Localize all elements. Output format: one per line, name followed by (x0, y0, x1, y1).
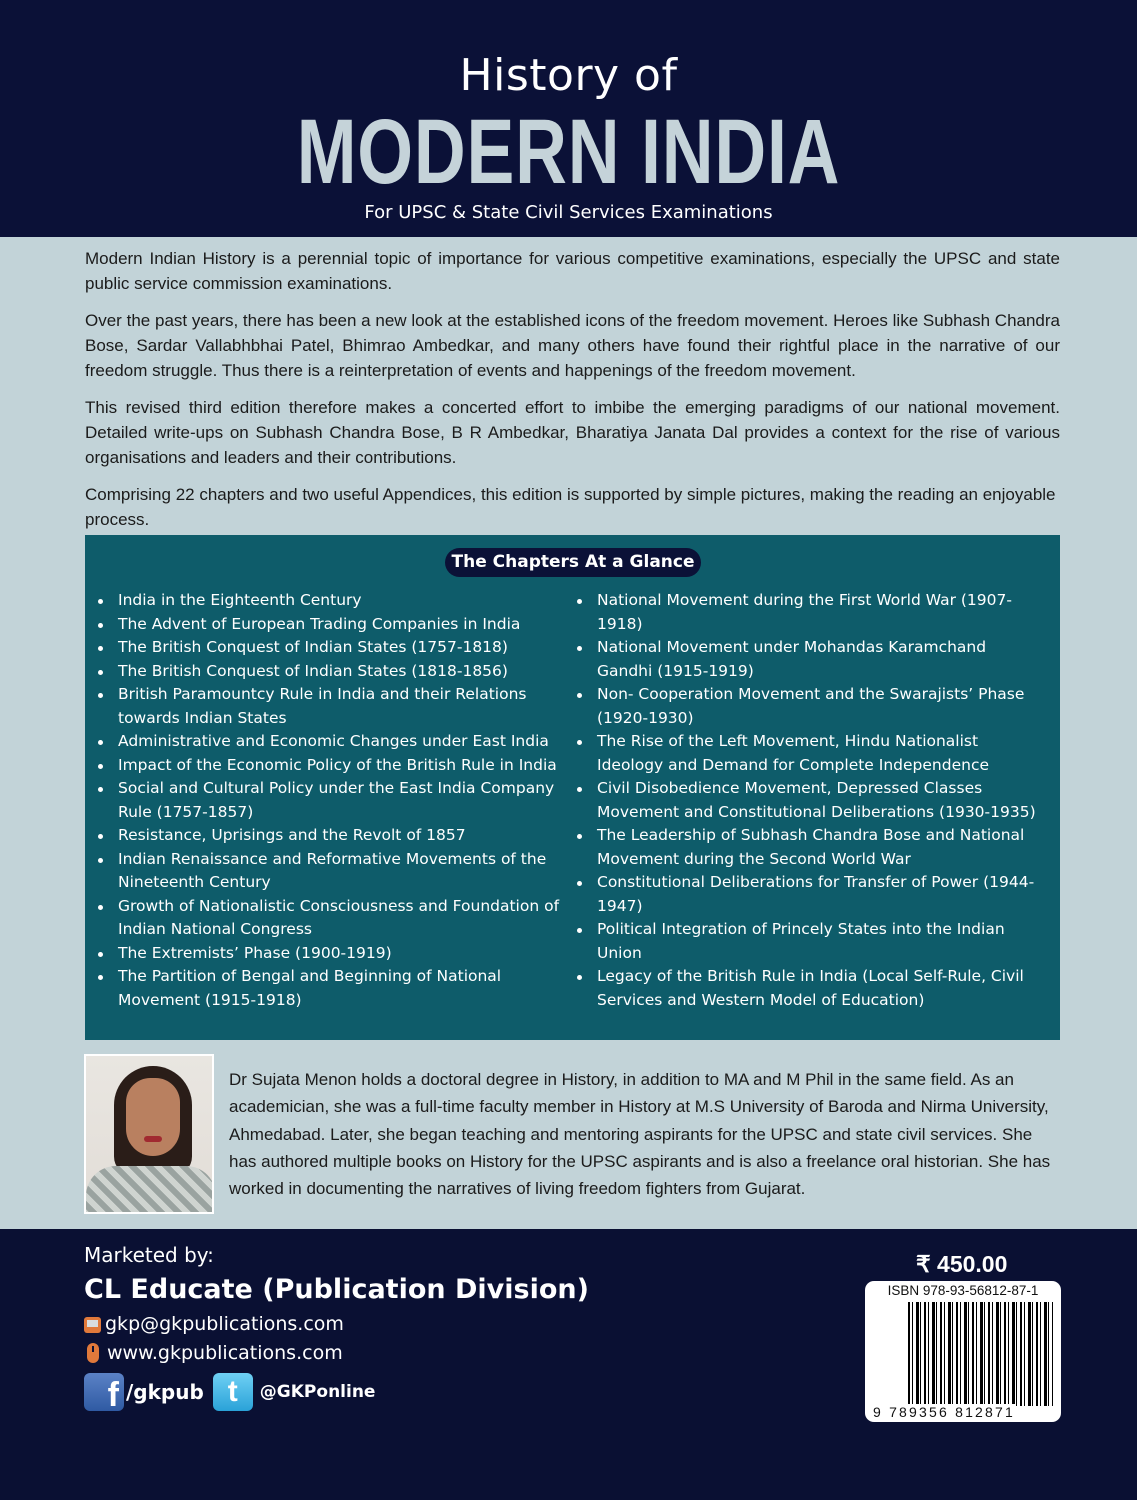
chapters-heading: The Chapters At a Glance (445, 548, 701, 577)
intro-paragraph-1: Modern Indian History is a perennial topic of importance for various competitive examinations, especially the UPSC and state public service commission examinations. (85, 249, 1060, 293)
bullet-icon (98, 975, 103, 980)
bullet-icon (577, 881, 582, 886)
chapter-item (96, 589, 568, 613)
bullet-icon (577, 646, 582, 651)
chapter-label: Indian Renaissance and Reformative Movements of the Nineteenth Century (118, 849, 547, 891)
chapter-item (575, 824, 1045, 871)
chapter-item (96, 848, 568, 895)
author-photo (84, 1054, 214, 1214)
chapter-label: British Paramountcy Rule in India and their Relations towards Indian States (118, 685, 527, 727)
bullet-icon (577, 928, 582, 933)
intro-text (85, 246, 1060, 544)
publisher-name: CL Educate (Publication Division) (84, 1274, 589, 1305)
bullet-icon (577, 599, 582, 604)
chapter-item (96, 777, 568, 824)
chapter-item (575, 683, 1045, 730)
chapter-item (96, 730, 568, 754)
chapter-label: Civil Disobedience Movement, Depressed Classes Movement and Constitutional Deliberations (1930-1935) (597, 779, 1036, 821)
website-link[interactable]: www.gkpublications.com (107, 1341, 343, 1364)
chapter-label: Resistance, Uprisings and the Revolt of 1857 (118, 826, 466, 844)
price: ₹ 450.00 (916, 1251, 1008, 1277)
marketed-by-label: Marketed by: (84, 1243, 214, 1267)
bullet-icon (577, 975, 582, 980)
chapter-item (575, 918, 1045, 965)
chapter-label: Administrative and Economic Changes under East India (118, 732, 549, 750)
chapter-item (575, 871, 1045, 918)
chapter-label: Legacy of the British Rule in India (Local Self-Rule, Civil Services and Western Model of Education) (597, 967, 1024, 1009)
social-links (84, 1373, 375, 1411)
chapter-label: National Movement during the First World War (1907-1918) (597, 591, 1012, 633)
chapter-label: Non- Cooperation Movement and the Swarajists’ Phase (1920-1930) (597, 685, 1025, 727)
intro-paragraph-3: This revised third edition therefore makes a concerted effort to imbibe the emerging paradigms of our national movement. Detailed write-ups on Subhash Chandra Bose, B R Ambedkar, Bharatiya Janata Dal provides a context for the rise of various organisations and leaders and their contributions. (85, 398, 1060, 467)
bullet-icon (98, 858, 103, 863)
chapter-label: The British Conquest of Indian States (1757-1818) (118, 638, 508, 656)
bullet-icon (577, 693, 582, 698)
chapter-label: The Extremists’ Phase (1900-1919) (118, 943, 392, 962)
chapter-item (96, 965, 568, 1012)
mouse-icon (87, 1343, 99, 1363)
chapter-item (96, 660, 568, 684)
bullet-icon (98, 834, 103, 839)
bullet-icon (577, 834, 582, 839)
chapter-item (575, 730, 1045, 777)
bullet-icon (98, 787, 103, 792)
chapters-list-right (575, 589, 1045, 1012)
chapter-label: India in the Eighteenth Century (118, 591, 362, 609)
chapter-label: Political Integration of Princely States into the Indian Union (597, 920, 1005, 962)
bullet-icon (577, 740, 582, 745)
chapter-item (96, 613, 568, 637)
email-contact (84, 1315, 344, 1334)
chapter-item (96, 754, 568, 778)
chapter-item (575, 636, 1045, 683)
bullet-icon (98, 646, 103, 651)
chapter-label: Constitutional Deliberations for Transfer of Power (1944-1947) (597, 873, 1035, 915)
isbn-barcode (865, 1281, 1061, 1422)
isbn-number: ISBN 978-93-56812-87-1 (887, 1283, 1039, 1298)
bullet-icon (577, 787, 582, 792)
facebook-icon[interactable]: f (84, 1373, 124, 1411)
chapter-label: Growth of Nationalistic Consciousness and Foundation of Indian National Congress (118, 896, 560, 938)
book-subtitle: For UPSC & State Civil Services Examinations (364, 202, 773, 223)
book-title: MODERN INDIA (296, 101, 841, 203)
chapter-item (575, 589, 1045, 636)
chapter-label: The Partition of Bengal and Beginning of National Movement (1915-1918) (118, 967, 502, 1009)
bullet-icon (98, 693, 103, 698)
chapter-label: The Leadership of Subhash Chandra Bose and National Movement during the Second World War (597, 826, 1025, 868)
chapter-item (575, 777, 1045, 824)
intro-paragraph-4: Comprising 22 chapters and two useful Appendices, this edition is supported by simple pictures, making the reading an enjoyable process. (85, 485, 1056, 529)
barcode-digits: 9 789356 812871 (873, 1404, 1015, 1420)
bullet-icon (98, 740, 103, 745)
twitter-handle[interactable]: @GKPonline (259, 1382, 376, 1402)
bullet-icon (98, 670, 103, 675)
chapter-label: The Rise of the Left Movement, Hindu Nationalist Ideology and Demand for Complete Independence (597, 732, 989, 774)
title-line-1: History of (459, 50, 678, 101)
bullet-icon (98, 905, 103, 910)
mail-icon (84, 1317, 101, 1333)
facebook-handle[interactable]: /gkpub (126, 1380, 204, 1404)
chapter-item (96, 942, 568, 966)
chapter-item (575, 965, 1045, 1012)
chapter-item (96, 824, 568, 848)
chapter-item (96, 683, 568, 730)
chapter-item (96, 895, 568, 942)
chapters-list-left (96, 589, 568, 1012)
cover-header (0, 0, 1137, 237)
chapter-label: The Advent of European Trading Companies in India (118, 614, 521, 633)
bullet-icon (98, 764, 103, 769)
chapter-label: The British Conquest of Indian States (1818-1856) (118, 661, 508, 680)
author-bio: Dr Sujata Menon holds a doctoral degree in History, in addition to MA and M Phil in the same field. As an academician, she was a full-time faculty member in History at M.S University of Baroda and Nirma University, Ahmedabad. Later, she began teaching and mentoring aspirants for the UPSC and state civil services. She has authored multiple books on History for the UPSC aspirants and is also a freelance oral historian. She has worked in documenting the narratives of living freedom fighters from Gujarat. (229, 1070, 1051, 1199)
chapter-item (96, 636, 568, 660)
email-link[interactable]: gkp@gkpublications.com (105, 1313, 344, 1335)
chapter-label: National Movement under Mohandas Karamchand Gandhi (1915-1919) (597, 638, 987, 680)
chapter-label: Social and Cultural Policy under the East India Company Rule (1757-1857) (118, 779, 555, 821)
website-contact (84, 1343, 343, 1363)
intro-paragraph-2: Over the past years, there has been a new look at the established icons of the freedom movement. Heroes like Subhash Chandra Bose, Sardar Vallabhbhai Patel, Bhimrao Ambedkar, and many others have found their rightful place in the narrative of our freedom struggle. Thus there is a reinterpretation of events and happenings of the freedom movement. (85, 311, 1060, 380)
bullet-icon (98, 599, 103, 604)
barcode-icon (908, 1302, 1053, 1406)
twitter-icon[interactable]: t (213, 1373, 253, 1411)
chapter-label: Impact of the Economic Policy of the British Rule in India (118, 755, 557, 774)
bullet-icon (98, 952, 103, 957)
bullet-icon (98, 623, 103, 628)
